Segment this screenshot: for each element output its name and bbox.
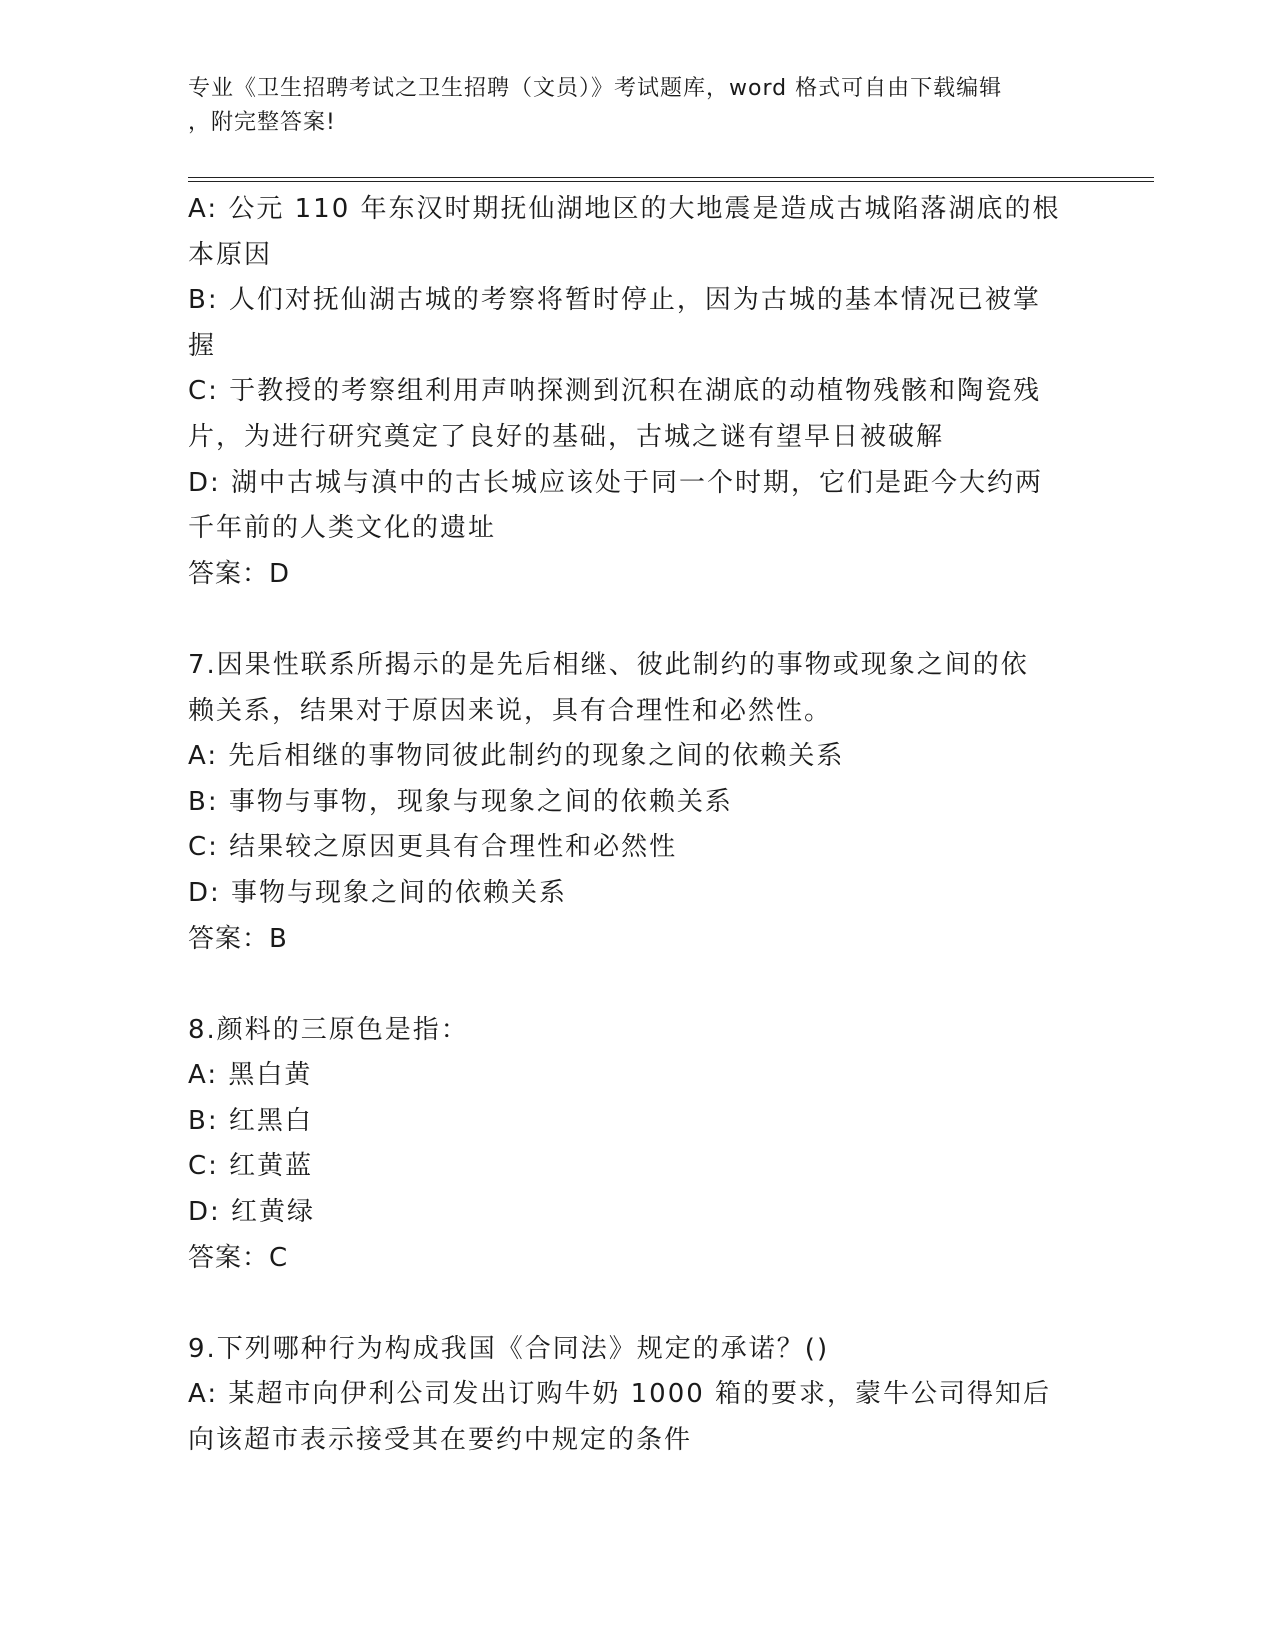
header-divider-bottom (188, 181, 1154, 182)
spacer (188, 962, 1068, 1008)
q9-option-a: A: 某超市向伊利公司发出订购牛奶 1000 箱的要求，蒙牛公司得知后 (188, 1379, 1052, 1410)
question-list (188, 187, 1068, 1464)
question-8 (188, 1008, 1068, 1282)
q6-option-a: A: 公元 110 年东汉时期抚仙湖地区的大地震是造成古城陷落湖底的根 (188, 194, 1061, 224)
q7-option-a: A: 先后相继的事物同彼此制约的现象之间的依赖关系 (188, 741, 845, 772)
q6-option-b: B: 人们对抚仙湖古城的考察将暂时停止，因为古城的基本情况已被掌 (188, 285, 1041, 316)
header-divider-top (188, 177, 1154, 178)
q8-option-a: A: 黑白黄 (188, 1060, 313, 1091)
spacer (188, 1281, 1068, 1327)
spacer (188, 597, 1068, 643)
q7-stem: 7.因果性联系所揭示的是先后相继、彼此制约的事物或现象之间的依 (188, 649, 1029, 680)
q6-option-d: D: 湖中古城与滇中的古长城应该处于同一个时期，它们是距今大约两 (188, 467, 1044, 498)
q9-stem: 9.下列哪种行为构成我国《合同法》规定的承诺？() (188, 1333, 830, 1364)
q6-option-d-cont: 千年前的人类文化的遗址 (188, 513, 497, 544)
q6-option-c: C: 于教授的考察组利用声呐探测到沉积在湖底的动植物残骸和陶瓷残 (188, 376, 1042, 407)
q8-option-d: D: 红黄绿 (188, 1197, 316, 1228)
q8-option-c: C: 红黄蓝 (188, 1151, 314, 1182)
q6-option-a-cont: 本原因 (188, 239, 273, 270)
q8-answer: 答案：C (188, 1242, 289, 1273)
q7-answer: 答案：B (188, 923, 288, 954)
question-6-options (188, 187, 1068, 597)
header-line-1: 专业《卫生招聘考试之卫生招聘（文员）》考试题库，word 格式可自由下载编辑 (188, 76, 1003, 101)
q7-stem-cont: 赖关系，结果对于原因来说，具有合理性和必然性。 (188, 695, 833, 726)
q6-option-c-cont: 片，为进行研究奠定了良好的基础，古城之谜有望早日被破解 (188, 421, 945, 452)
q9-option-a-cont: 向该超市表示接受其在要约中规定的条件 (188, 1425, 693, 1456)
q7-option-c: C: 结果较之原因更具有合理性和必然性 (188, 832, 678, 863)
question-9 (188, 1327, 1068, 1464)
q8-option-b: B: 红黑白 (188, 1105, 313, 1136)
q6-option-b-cont: 握 (188, 330, 217, 361)
q7-option-d: D: 事物与现象之间的依赖关系 (188, 877, 568, 908)
header-line-2: ，附完整答案! (188, 110, 336, 135)
question-7 (188, 643, 1068, 962)
document-header (188, 72, 1088, 140)
q7-option-b: B: 事物与事物，现象与现象之间的依赖关系 (188, 786, 733, 817)
q8-stem: 8.颜料的三原色是指： (188, 1014, 469, 1045)
q6-answer: 答案：D (188, 558, 291, 589)
